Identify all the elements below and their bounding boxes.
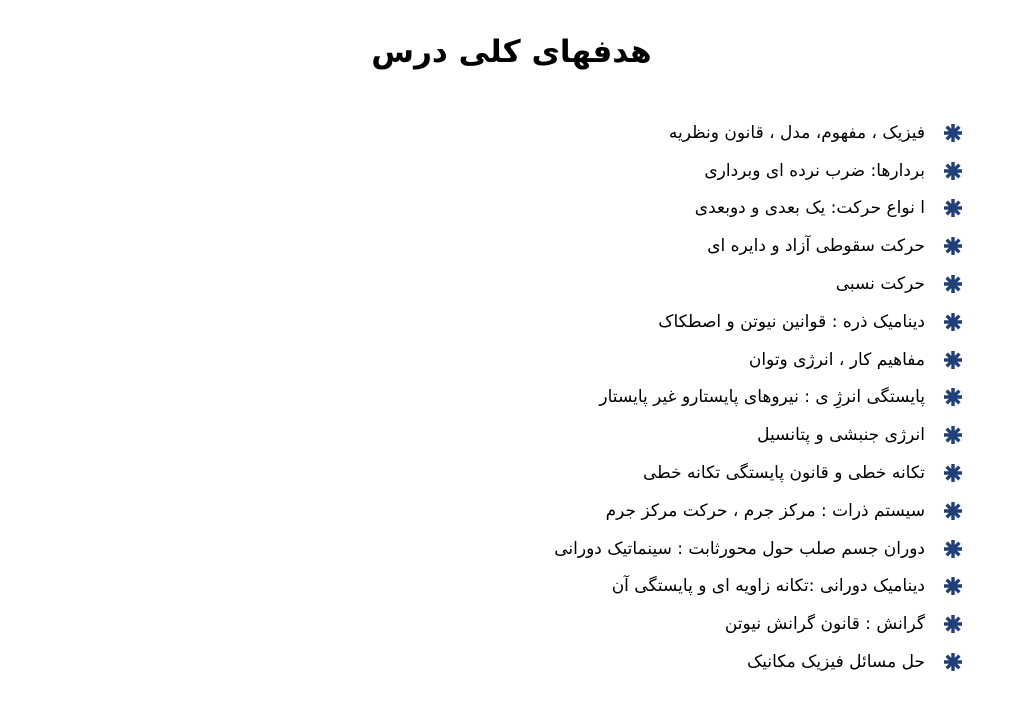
- objective-text: فیزیک ، مفهوم، مدل ، قانون ونظریه: [668, 122, 925, 143]
- asterisk-icon: [941, 499, 965, 523]
- objective-item: [405, 303, 965, 341]
- objective-item: [405, 605, 965, 643]
- objective-text: دینامیک دورانی :تکانه زاویه ای و پایستگی آن: [611, 576, 925, 597]
- objective-text: دینامیک ذره : قوانین نیوتن و اصطکاک: [658, 311, 925, 332]
- objective-item: [405, 379, 965, 417]
- asterisk-icon: [941, 159, 965, 183]
- objective-text: حل مسائل فیزیک مکانیک: [747, 652, 925, 673]
- asterisk-icon: [941, 234, 965, 258]
- asterisk-icon-graphic: [941, 612, 965, 636]
- objective-item: [405, 492, 965, 530]
- objective-text: دوران جسم صلب حول محورثابت : سینماتیک دورانی: [554, 538, 925, 559]
- asterisk-icon-graphic: [941, 650, 965, 674]
- objective-text: مفاهیم کار ، انرژی وتوان: [748, 349, 925, 370]
- asterisk-icon-graphic: [941, 234, 965, 258]
- objective-item: [405, 454, 965, 492]
- objective-item: [405, 643, 965, 681]
- objective-item: [405, 416, 965, 454]
- asterisk-icon-graphic: [941, 461, 965, 485]
- asterisk-icon-graphic: [941, 159, 965, 183]
- objective-text: سیستم ذرات : مرکز جرم ، حرکت مرکز جرم: [605, 500, 925, 521]
- objective-item: [405, 190, 965, 228]
- asterisk-icon-graphic: [941, 537, 965, 561]
- asterisk-icon-graphic: [941, 310, 965, 334]
- asterisk-icon: [941, 310, 965, 334]
- asterisk-icon: [941, 612, 965, 636]
- objectives-list: [405, 114, 965, 681]
- objective-text: انرژی جنبشی و پتانسیل: [757, 425, 925, 446]
- objective-item: [405, 341, 965, 379]
- objective-item: [405, 265, 965, 303]
- asterisk-icon: [941, 650, 965, 674]
- asterisk-icon: [941, 423, 965, 447]
- objective-text: گرانش : قانون گرانش نیوتن: [724, 614, 925, 635]
- asterisk-icon-graphic: [941, 272, 965, 296]
- asterisk-icon-graphic: [941, 385, 965, 409]
- objective-item: [405, 227, 965, 265]
- asterisk-icon: [941, 574, 965, 598]
- asterisk-icon-graphic: [941, 574, 965, 598]
- objective-text: ا نواع حرکت: یک بعدی و دوبعدی: [694, 198, 925, 219]
- asterisk-icon: [941, 272, 965, 296]
- asterisk-icon-graphic: [941, 196, 965, 220]
- objective-item: [405, 114, 965, 152]
- objective-item: [405, 530, 965, 568]
- asterisk-icon-graphic: [941, 348, 965, 372]
- objective-text: پایستگی انرژِ ی : نیروهای پایستارو غیر پایستار: [599, 387, 925, 408]
- asterisk-icon: [941, 461, 965, 485]
- asterisk-icon-graphic: [941, 423, 965, 447]
- asterisk-icon-graphic: [941, 121, 965, 145]
- asterisk-icon: [941, 385, 965, 409]
- asterisk-icon: [941, 348, 965, 372]
- asterisk-icon: [941, 121, 965, 145]
- objective-text: حرکت سقوطی آزاد و دایره ای: [707, 236, 925, 257]
- objective-text: حرکت نسبی: [835, 274, 925, 295]
- slide-title: هدفهای کلی درس: [371, 34, 652, 70]
- objective-item: [405, 152, 965, 190]
- objective-text: بردارها: ضرب نرده ای وبرداری: [704, 160, 925, 181]
- asterisk-icon: [941, 537, 965, 561]
- asterisk-icon-graphic: [941, 499, 965, 523]
- objective-text: تکانه خطی و قانون پایستگی تکانه خطی: [643, 463, 925, 484]
- objective-item: [405, 568, 965, 606]
- asterisk-icon: [941, 196, 965, 220]
